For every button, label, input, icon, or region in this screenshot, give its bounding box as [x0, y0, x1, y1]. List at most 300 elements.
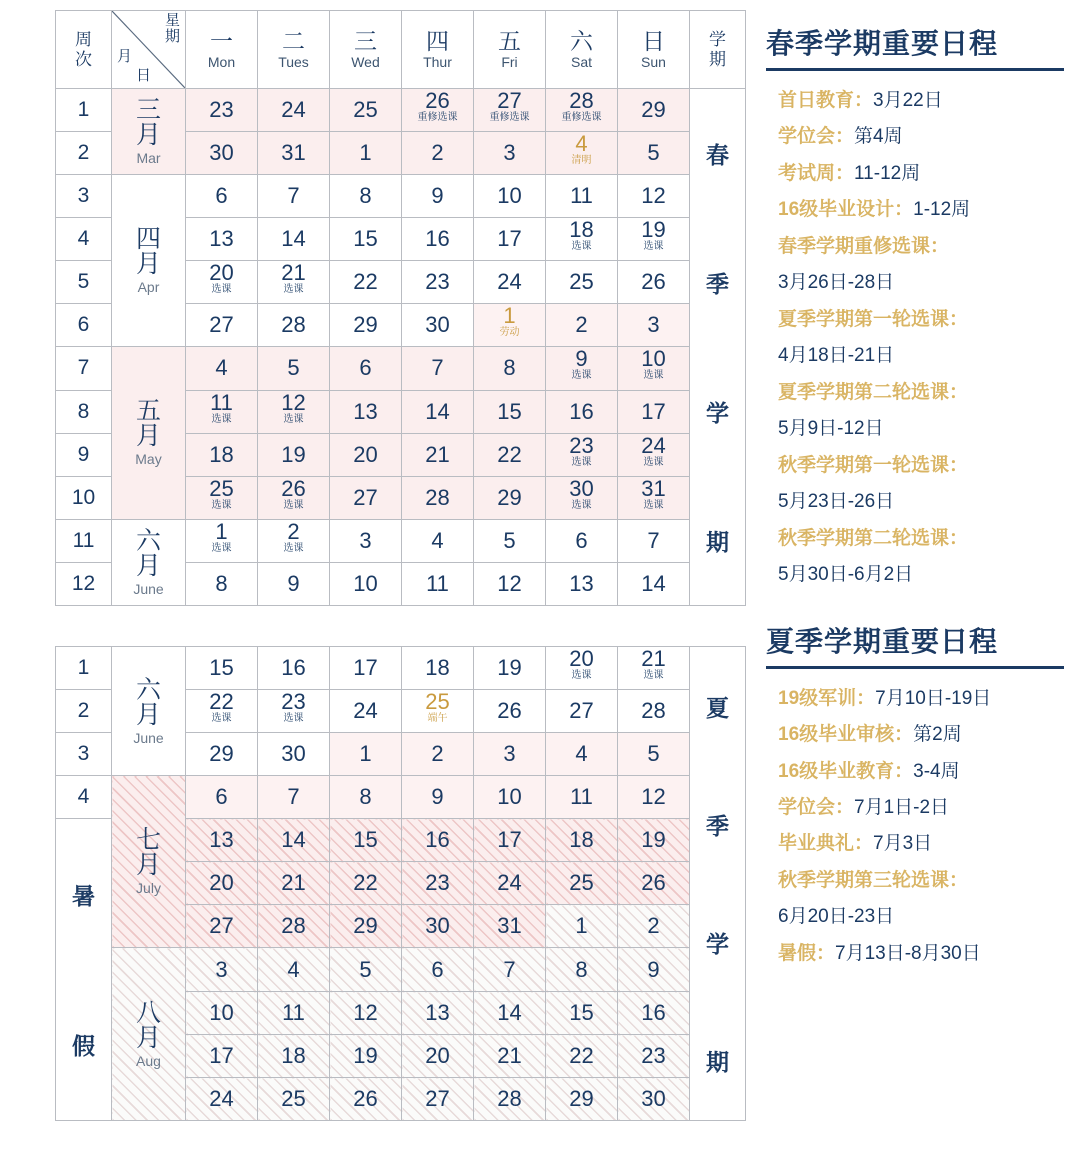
day-cell: [474, 1035, 546, 1078]
day-number: 9: [647, 956, 660, 982]
spring-schedule-item: [778, 229, 1064, 265]
month-name-en: June: [133, 580, 164, 597]
day-number: 27: [209, 913, 234, 938]
day-number: 19: [641, 217, 666, 243]
summer-schedule-item-label: 暑假：: [778, 942, 836, 964]
day-cell: [330, 218, 402, 261]
month-char-1: 四: [135, 225, 161, 254]
day-cell: [546, 733, 618, 776]
summer-schedule-item-value: 7月3日: [873, 833, 933, 855]
day-cell: [546, 304, 618, 347]
day-number: 27: [569, 698, 594, 723]
summer-panel-title: 夏季学期重要日程: [766, 620, 1064, 669]
day-number: 18: [425, 655, 450, 680]
month-char-2: 月: [135, 121, 161, 149]
day-cell: [474, 992, 546, 1035]
week-number-cell: 4: [56, 218, 112, 261]
week-number-cell: 8: [56, 390, 112, 433]
spring-schedule-item: [778, 484, 1064, 520]
day-number: 16: [641, 1000, 666, 1025]
day-number: 3: [215, 956, 228, 982]
day-cell: [546, 819, 618, 862]
day-number: 29: [353, 312, 378, 338]
day-cell: [330, 1035, 402, 1078]
day-number: 2: [431, 741, 444, 766]
day-cell: [402, 218, 474, 261]
day-number: 12: [641, 183, 666, 209]
semester-header: 学 期: [690, 11, 746, 89]
day-cell: [402, 304, 474, 347]
day-cell: [186, 89, 258, 132]
day-cell: [618, 390, 690, 433]
day-cell: [330, 563, 402, 606]
day-cell: [402, 132, 474, 175]
day-cell: [330, 347, 402, 390]
week-number-cell: 6: [56, 304, 112, 347]
day-number: 1: [503, 303, 516, 329]
day-cell: [474, 390, 546, 433]
spring-calendar-table: [55, 10, 746, 606]
day-cell: [330, 433, 402, 476]
day-number: 21: [425, 441, 450, 467]
day-note: 选课: [571, 241, 592, 253]
day-cell: [546, 433, 618, 476]
semester-label-char: 季: [706, 271, 729, 297]
table-row: [56, 776, 746, 819]
day-number: 18: [569, 827, 594, 852]
day-cell: [474, 476, 546, 519]
day-number: 1: [575, 913, 588, 938]
day-number: 22: [209, 689, 234, 714]
day-number: 9: [431, 784, 444, 809]
day-cell: [258, 433, 330, 476]
month-cell: [112, 776, 186, 948]
day-cell: [618, 992, 690, 1035]
day-cell: [618, 733, 690, 776]
day-cell: [186, 261, 258, 304]
spring-schedule-item-label: 首日教育：: [778, 90, 874, 111]
day-number: 29: [569, 1086, 594, 1111]
day-cell: [402, 992, 474, 1035]
day-number: 7: [287, 183, 300, 209]
vacation-label-char: 暑: [72, 882, 95, 909]
semester-label-cell: [690, 89, 746, 606]
spring-schedule-item-label: 夏季学期第二轮选课：: [778, 381, 969, 403]
day-cell: [330, 304, 402, 347]
day-number: 2: [287, 518, 300, 544]
day-number: 1: [359, 140, 372, 165]
day-cell: [402, 1078, 474, 1121]
day-number: 27: [209, 312, 234, 338]
day-number: 13: [209, 827, 234, 852]
day-cell: [546, 476, 618, 519]
day-cell: [474, 347, 546, 390]
spring-schedule-item-value: 5月23日-26日: [778, 491, 895, 513]
day-cell: [618, 218, 690, 261]
day-number: 24: [641, 432, 666, 458]
day-number: 10: [209, 1000, 234, 1025]
day-cell: [618, 433, 690, 476]
spring-header-row: [56, 11, 746, 89]
vacation-label-char: 假: [72, 1033, 95, 1060]
day-cell: [330, 690, 402, 733]
day-number: 26: [353, 1086, 378, 1111]
semester-label-char: 期: [706, 529, 729, 555]
day-number: 15: [353, 226, 378, 252]
week-number-cell: 10: [56, 476, 112, 519]
day-cell: [402, 733, 474, 776]
day-number: 15: [209, 655, 234, 680]
day-number: 15: [569, 1000, 594, 1025]
spring-schedule-item-label: 学位会：: [778, 126, 855, 148]
month-day-diagonal-header: [112, 11, 186, 89]
day-cell: [258, 563, 330, 606]
week-number-cell: 11: [56, 519, 112, 562]
day-number: 2: [431, 140, 444, 165]
day-cell: [258, 218, 330, 261]
day-number: 4: [575, 131, 588, 156]
day-number: 25: [209, 475, 234, 501]
day-cell: [546, 132, 618, 175]
day-number: 25: [353, 97, 378, 122]
day-cell: [546, 261, 618, 304]
day-note: 选课: [571, 370, 592, 382]
day-number: 11: [282, 1000, 305, 1025]
day-number: 15: [497, 398, 522, 424]
day-number: 11: [210, 389, 233, 415]
month-name-en: May: [135, 451, 162, 468]
day-cell: [618, 948, 690, 992]
day-cell: [618, 261, 690, 304]
month-char-2: 月: [135, 700, 161, 729]
month-cell: [112, 948, 186, 1121]
day-number: 17: [497, 827, 522, 852]
day-cell: [330, 647, 402, 690]
day-cell: [618, 476, 690, 519]
day-number: 13: [209, 226, 234, 252]
spring-schedule-item-value: 第4周: [854, 126, 903, 148]
day-cell: [618, 905, 690, 948]
day-number: 29: [209, 741, 234, 766]
spring-schedule-item: [778, 557, 1064, 593]
day-note: 选课: [571, 670, 592, 681]
day-cell: [546, 776, 618, 819]
day-number: 25: [425, 689, 450, 714]
day-cell: [474, 175, 546, 218]
month-cell: [112, 647, 186, 776]
day-number: 16: [569, 398, 594, 424]
summer-week-rows: [56, 647, 746, 1121]
summer-schedule-panel: [766, 620, 1064, 973]
spring-schedule-item-label: 夏季学期第一轮选课：: [778, 308, 969, 330]
summer-schedule-item-label: 秋季学期第三轮选课：: [778, 869, 969, 891]
day-number: 4: [431, 527, 444, 553]
spring-schedule-panel: [766, 22, 1064, 594]
day-number: 22: [497, 441, 522, 467]
day-number: 21: [281, 260, 306, 286]
week-number-cell: 12: [56, 563, 112, 606]
week-number-cell: 5: [56, 261, 112, 304]
day-number: 21: [281, 870, 306, 895]
day-cell: [186, 819, 258, 862]
month-char-1: 五: [135, 397, 161, 426]
day-number: 7: [647, 527, 660, 553]
day-number: 6: [359, 355, 372, 381]
day-cell: [330, 733, 402, 776]
semester-label-stack: [690, 647, 745, 1120]
summer-schedule-item-value: 第2周: [913, 724, 962, 746]
day-cell: [330, 905, 402, 948]
day-cell: [474, 905, 546, 948]
day-cell: [546, 1078, 618, 1121]
day-cell: [618, 304, 690, 347]
day-number: 3: [359, 527, 372, 553]
day-cell: [402, 563, 474, 606]
month-char-1: 六: [135, 675, 161, 704]
day-number: 11: [570, 183, 593, 209]
semester-label-cell: [690, 647, 746, 1121]
day-cell: [186, 733, 258, 776]
day-cell: [546, 218, 618, 261]
day-number: 6: [215, 784, 228, 809]
summer-schedule-item-label: 毕业典礼：: [778, 833, 874, 855]
day-number: 23: [569, 432, 594, 458]
day-note: 选课: [643, 241, 664, 253]
spring-schedule-item-value: 5月9日-12日: [778, 418, 884, 440]
day-cell: [186, 347, 258, 390]
week-number-cell: 4: [56, 776, 112, 819]
day-number: 13: [425, 1000, 450, 1025]
day-cell: [618, 347, 690, 390]
day-number: 30: [569, 475, 594, 501]
table-row: [56, 519, 746, 562]
semester-label-char: 季: [706, 812, 729, 839]
day-number: 23: [641, 1043, 666, 1068]
day-cell: [330, 1078, 402, 1121]
day-cell: [258, 476, 330, 519]
day-number: 17: [641, 398, 666, 424]
day-number: 4: [287, 956, 300, 982]
day-number: 8: [503, 355, 516, 381]
day-number: 5: [503, 527, 516, 553]
day-number: 31: [497, 913, 522, 938]
day-cell: [186, 905, 258, 948]
day-note: 重修选课: [417, 112, 458, 123]
day-number: 10: [353, 571, 378, 596]
day-cell: [186, 218, 258, 261]
month-name-en: Mar: [136, 150, 161, 166]
day-cell: [258, 1078, 330, 1121]
day-cell: [186, 519, 258, 562]
table-row: [56, 89, 746, 132]
summer-schedule-item-label: 19级军训：: [778, 687, 876, 709]
day-cell: [618, 647, 690, 690]
day-number: 7: [431, 355, 444, 381]
day-cell: [186, 862, 258, 905]
day-cell: [474, 862, 546, 905]
spring-schedule-item: [778, 338, 1064, 374]
day-number: 11: [570, 784, 593, 809]
day-number: 17: [353, 655, 378, 680]
day-note: 选课: [211, 499, 232, 511]
table-row: [56, 948, 746, 992]
day-note: 劳动: [499, 327, 520, 339]
day-cell: [258, 819, 330, 862]
month-name-en: Aug: [136, 1052, 161, 1069]
day-cell: [402, 261, 474, 304]
table-row: [56, 347, 746, 390]
day-number: 26: [281, 475, 306, 501]
month-name-en: June: [133, 729, 164, 746]
day-cell: [186, 433, 258, 476]
day-cell: [546, 905, 618, 948]
spring-panel-title: 春季学期重要日程: [766, 22, 1064, 71]
dow-header-sat: 六 Sat: [546, 11, 618, 89]
spring-schedule-item: [778, 83, 1064, 119]
day-number: 20: [209, 260, 234, 286]
day-cell: [258, 89, 330, 132]
summer-schedule-item: [778, 681, 1064, 717]
day-note: 选课: [283, 413, 304, 425]
day-cell: [546, 862, 618, 905]
day-number: 18: [281, 1043, 306, 1068]
day-cell: [402, 776, 474, 819]
dow-header-sun: 日 Sun: [618, 11, 690, 89]
day-cell: [258, 132, 330, 175]
summer-calendar-table: [55, 646, 746, 1121]
day-cell: [330, 519, 402, 562]
dow-header-thur: 四 Thur: [402, 11, 474, 89]
day-cell: [402, 862, 474, 905]
day-cell: [618, 819, 690, 862]
day-number: 4: [215, 355, 228, 381]
day-cell: [258, 776, 330, 819]
day-cell: [546, 992, 618, 1035]
day-number: 29: [497, 484, 522, 510]
day-cell: [546, 563, 618, 606]
day-cell: [258, 175, 330, 218]
month-char-2: 月: [135, 851, 161, 879]
day-number: 26: [641, 269, 666, 295]
day-cell: [474, 733, 546, 776]
summer-schedule-item-value: 7月10日-19日: [875, 687, 992, 709]
day-cell: [402, 347, 474, 390]
day-note: 选课: [211, 413, 232, 425]
spring-schedule-item-label: 考试周：: [778, 162, 855, 184]
day-number: 5: [647, 741, 660, 766]
day-number: 17: [209, 1043, 234, 1068]
day-note: 选课: [283, 284, 304, 296]
day-number: 24: [497, 870, 522, 895]
day-number: 23: [281, 689, 306, 714]
day-cell: [330, 948, 402, 992]
day-number: 28: [569, 88, 594, 113]
day-number: 21: [497, 1043, 522, 1068]
day-number: 26: [425, 88, 450, 113]
day-number: 14: [641, 571, 666, 596]
day-number: 30: [209, 140, 234, 165]
week-header-char-1: 周: [75, 29, 92, 49]
day-cell: [330, 132, 402, 175]
day-cell: [474, 89, 546, 132]
spring-schedule-item-value: 11-12周: [854, 162, 921, 184]
summer-schedule-item-value: 7月1日-2日: [854, 796, 950, 818]
day-cell: [474, 647, 546, 690]
spring-schedule-item-value: 3月22日: [873, 90, 943, 111]
day-cell: [330, 390, 402, 433]
day-note: 清明: [571, 155, 592, 166]
spring-schedule-item-label: 春季学期重修选课：: [778, 235, 950, 257]
day-axis-label: 日: [136, 67, 152, 84]
day-number: 19: [353, 1043, 378, 1068]
day-cell: [258, 862, 330, 905]
day-number: 4: [575, 741, 588, 766]
day-note: 选课: [643, 670, 664, 681]
day-number: 9: [575, 346, 588, 372]
day-cell: [474, 563, 546, 606]
table-row: [56, 175, 746, 218]
day-cell: [258, 1035, 330, 1078]
summer-schedule-item: [778, 754, 1064, 790]
day-cell: [186, 175, 258, 218]
day-cell: [618, 776, 690, 819]
day-number: 22: [353, 269, 378, 295]
day-number: 5: [647, 140, 660, 165]
day-cell: [402, 519, 474, 562]
day-note: 重修选课: [561, 112, 602, 123]
day-cell: [402, 476, 474, 519]
summer-schedule-item-label: 16级毕业审核：: [778, 724, 914, 746]
day-cell: [402, 690, 474, 733]
day-note: 选课: [211, 284, 232, 296]
day-cell: [618, 519, 690, 562]
day-cell: [474, 132, 546, 175]
spring-schedule-item-label: 16级毕业设计：: [778, 199, 914, 221]
day-cell: [402, 819, 474, 862]
day-note: 选课: [283, 713, 304, 724]
day-number: 16: [281, 655, 306, 680]
day-number: 19: [281, 441, 306, 467]
day-cell: [258, 905, 330, 948]
spring-schedule-item: [778, 375, 1064, 411]
day-cell: [618, 563, 690, 606]
day-number: 31: [281, 140, 306, 165]
day-cell: [186, 647, 258, 690]
day-cell: [258, 733, 330, 776]
day-number: 5: [287, 355, 300, 381]
day-cell: [186, 690, 258, 733]
day-cell: [618, 89, 690, 132]
day-cell: [618, 862, 690, 905]
day-cell: [186, 1078, 258, 1121]
day-number: 7: [503, 956, 516, 982]
day-cell: [330, 776, 402, 819]
day-cell: [330, 862, 402, 905]
dow-header-fri: 五 Fri: [474, 11, 546, 89]
month-char-1: 六: [135, 526, 161, 555]
day-cell: [402, 390, 474, 433]
day-number: 8: [575, 956, 588, 982]
semester-label-stack: [690, 89, 745, 605]
day-number: 14: [425, 398, 450, 424]
day-number: 12: [281, 389, 306, 415]
summer-schedule-item: [778, 863, 1064, 899]
day-note: 选课: [211, 542, 232, 554]
day-cell: [474, 690, 546, 733]
month-cell: [112, 89, 186, 175]
day-cell: [474, 948, 546, 992]
day-cell: [618, 1035, 690, 1078]
